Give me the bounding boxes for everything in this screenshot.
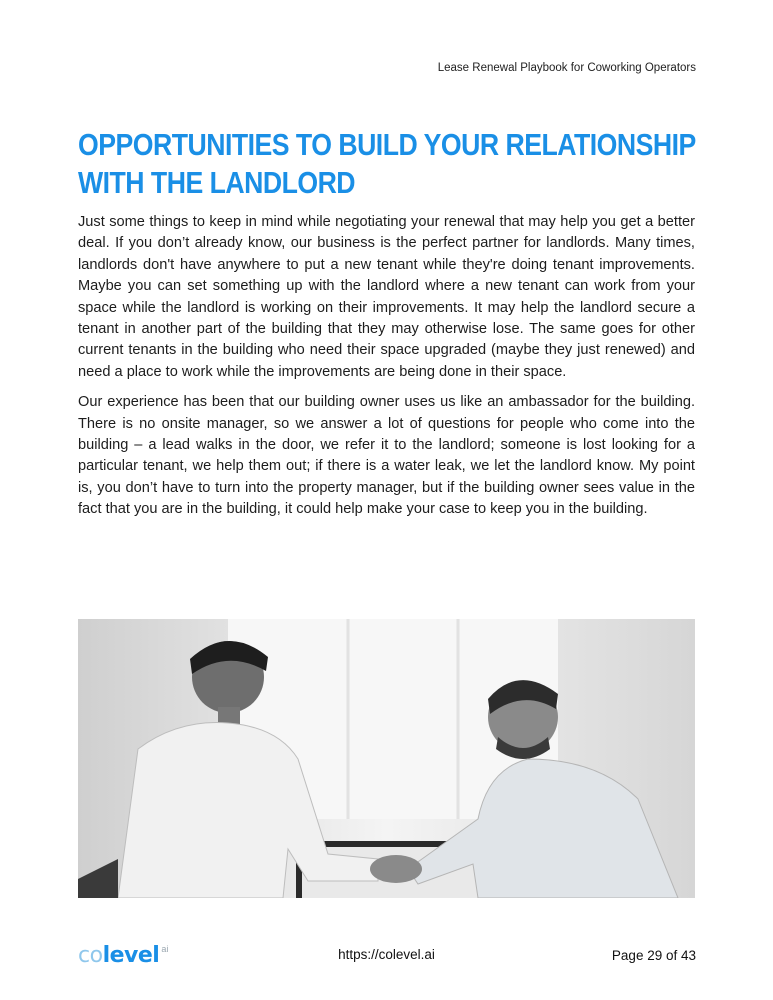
page-title-line-1: OPPORTUNITIES TO BUILD YOUR RELATIONSHIP [78, 127, 696, 162]
article-body [78, 212, 695, 530]
paragraph-2: Our experience has been that our building owner uses us like an ambassador for the building. There is no onsite manager, so we answer a lot of questions for people who come into the building – a lead walks in the door, we refer it to the landlord; someone is lost looking for a particular tenant, we help them out; if there is a water leak, we let the landlord know. My point is, you don’t have to turn into the property manager, but if the building owner sees value in the fact that you are in the building, it could help make your case to keep you in the building. [78, 394, 695, 518]
logo-ai-superscript: ai [161, 944, 169, 954]
handshake-photo-illustration [78, 619, 695, 898]
footer-url-link[interactable]: https://colevel.ai [338, 947, 435, 962]
handshake-photo [78, 619, 695, 898]
running-header: Lease Renewal Playbook for Coworking Operators [437, 62, 696, 74]
paragraph-1: Just some things to keep in mind while negotiating your renewal that may help you get a better deal. If you don’t already know, our business is the perfect partner for landlords. Many times, landlords don't have anywhere to put a new tenant while they're doing tenant improvements. Maybe you can set something up with the landlord where a new tenant can work from your space while the landlord is working on their improvements. It may help the landlord secure a tenant in another part of the building that they may otherwise lose. The same goes for other current tenants in the building who need their space upgraded (maybe they just renewed) and need a place to work while the improvements are being done in their space. [78, 214, 695, 380]
page-title-line-2: WITH THE LANDLORD [78, 165, 356, 200]
logo-wordmark: colevel [78, 943, 160, 968]
page-title [78, 126, 696, 202]
page-number: Page 29 of 43 [611, 948, 696, 963]
